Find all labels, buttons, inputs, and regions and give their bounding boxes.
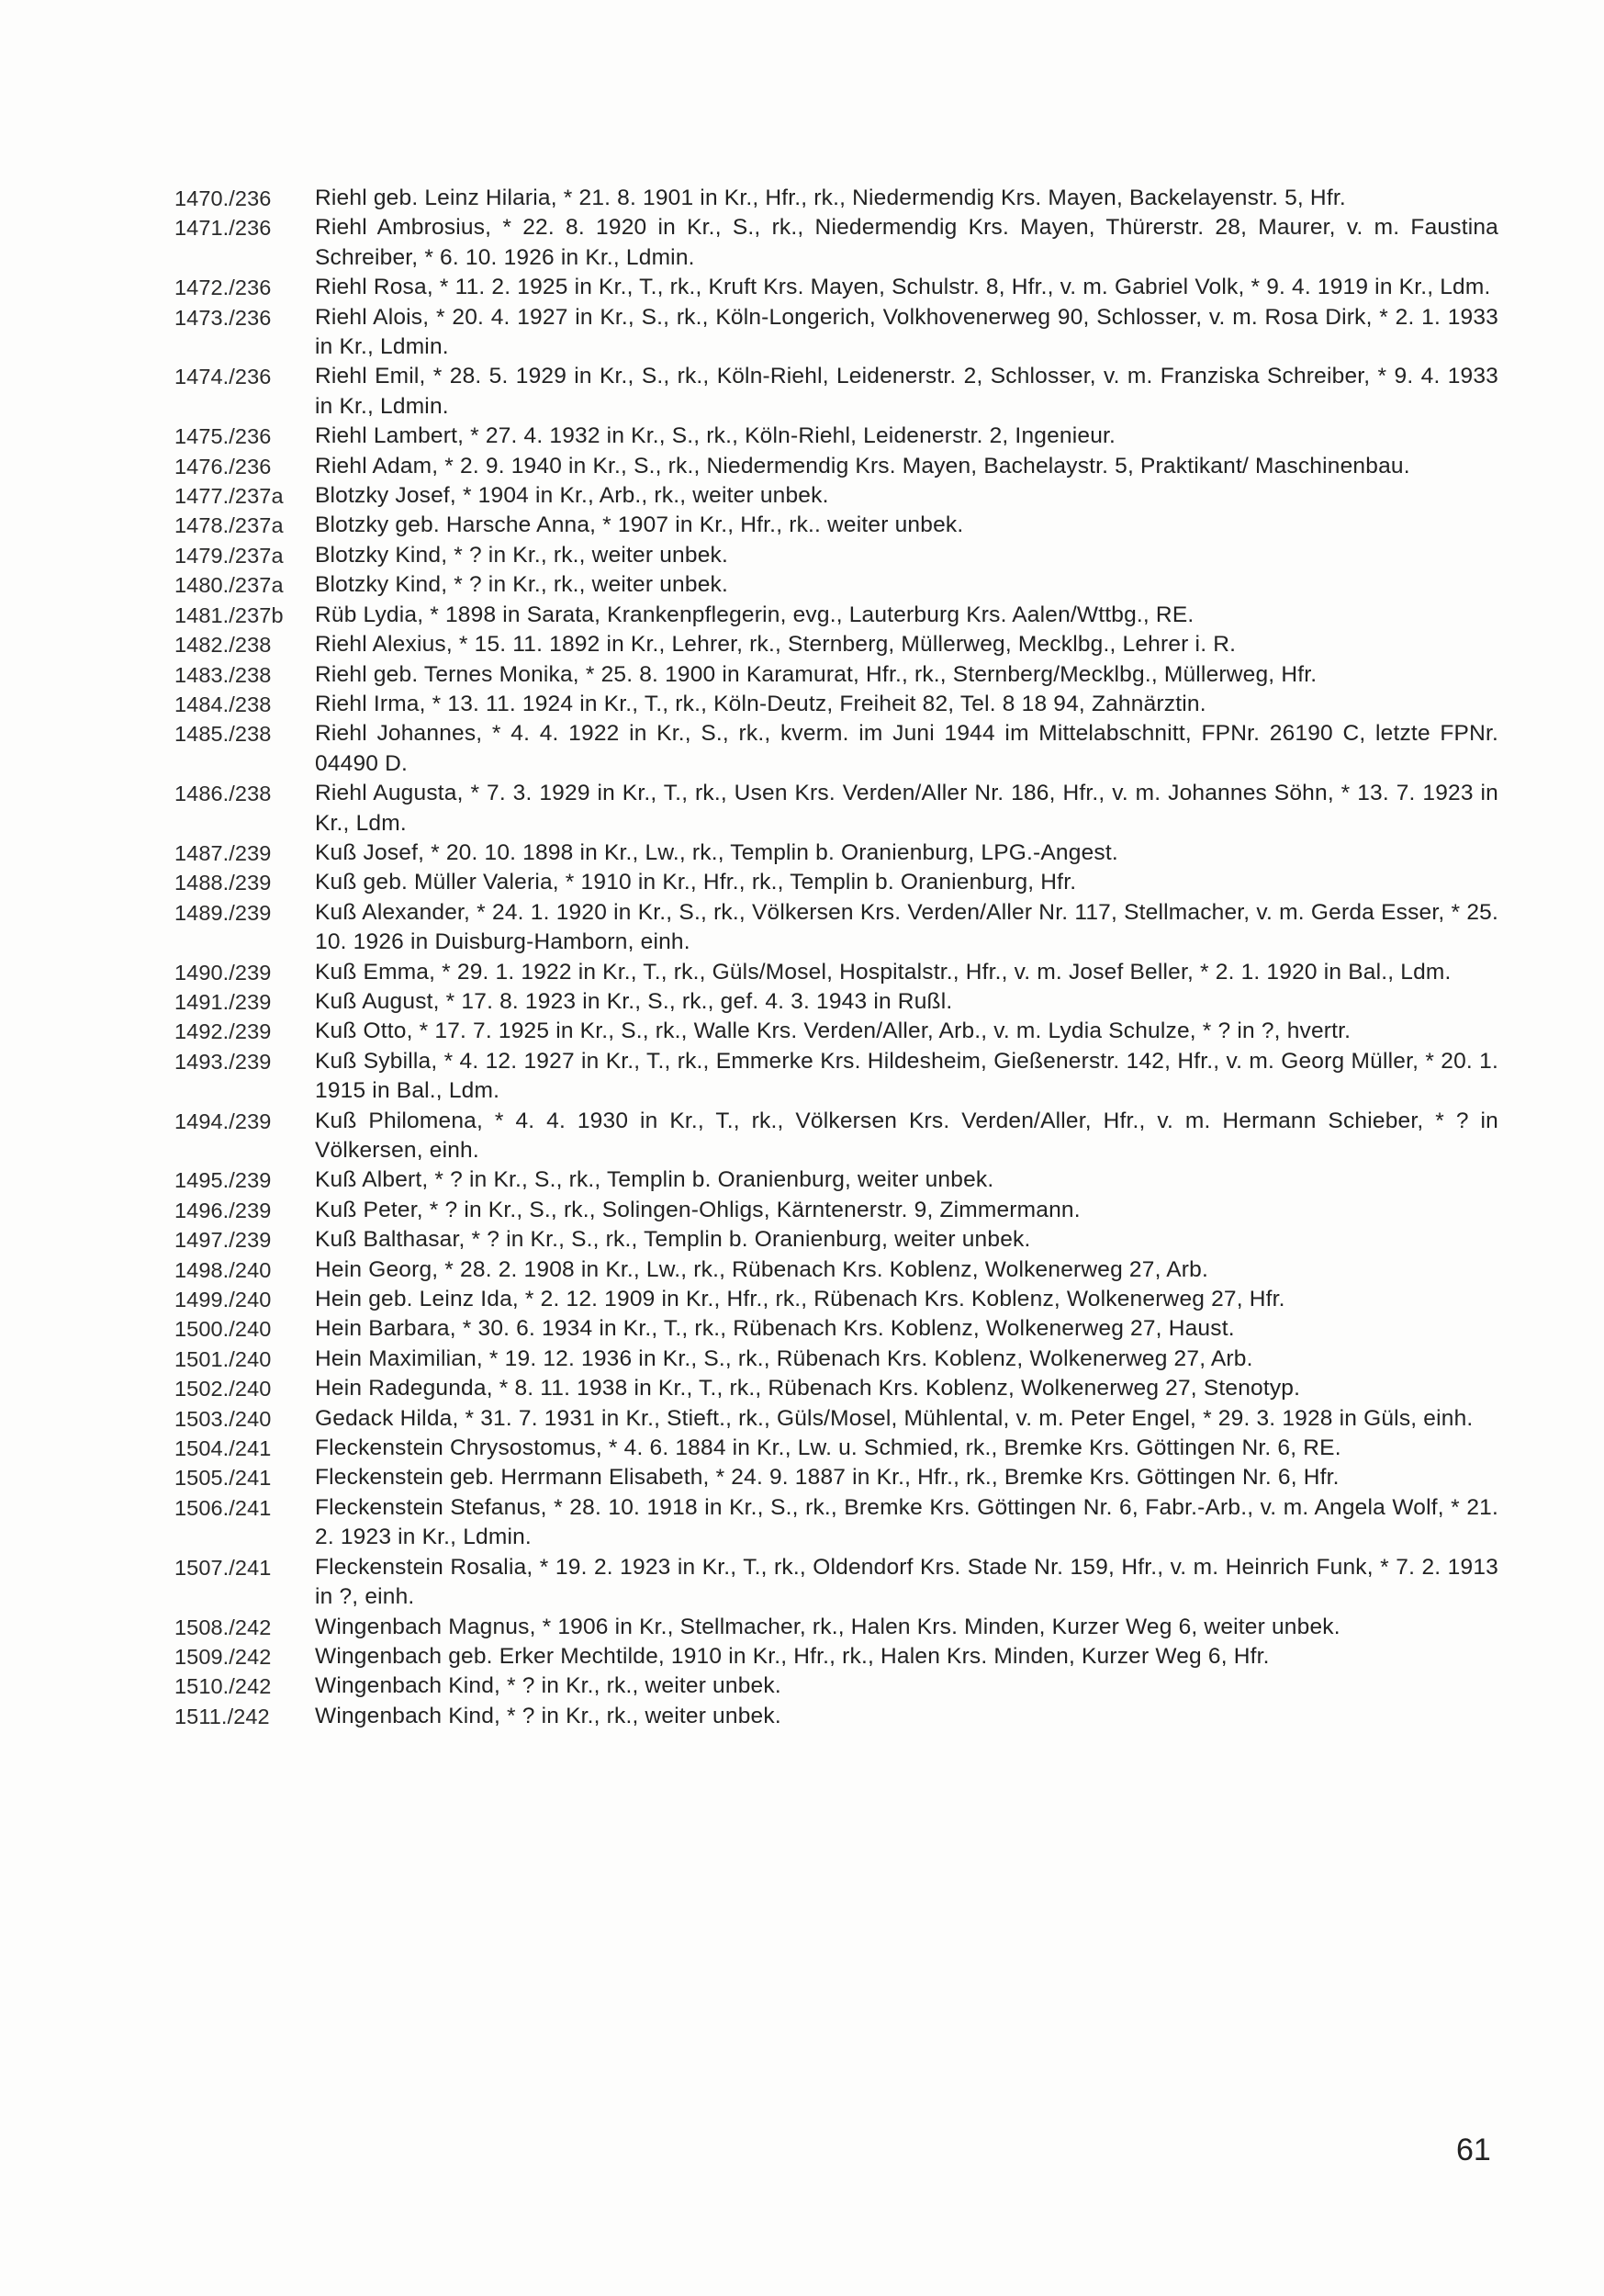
- entry-number: 1507./241: [174, 1555, 272, 1580]
- entry-text: Hein Georg, * 28. 2. 1908 in Kr., Lw., rk., Rübenach Krs. Koblenz, Wolkenerweg 27, Arb.: [315, 1256, 1208, 1282]
- register-entry: [174, 1404, 1498, 1434]
- register-entry: [174, 1196, 1498, 1225]
- entry-number: 1475./236: [174, 424, 272, 449]
- entry-number: 1471./236: [174, 216, 272, 241]
- entry-number: 1477./237a: [174, 484, 284, 509]
- entry-text: Kuß August, * 17. 8. 1923 in Kr., S., rk., gef. 4. 3. 1943 in Rußl.: [315, 988, 953, 1014]
- register-entry: [174, 1255, 1498, 1285]
- entry-number: 1499./240: [174, 1288, 272, 1312]
- entry-text: Kuß Otto, * 17. 7. 1925 in Kr., S., rk., Walle Krs. Verden/Aller, Arb., v. m. Lydia Schulze, * ? in ?, hvertr.: [315, 1019, 1352, 1044]
- entry-text: Wingenbach Kind, * ? in Kr., rk., weiter unbek.: [315, 1703, 781, 1728]
- entry-number: 1480./237a: [174, 573, 284, 598]
- register-entry: [174, 273, 1498, 302]
- entry-number: 1503./240: [174, 1406, 272, 1431]
- entry-number: 1505./241: [174, 1466, 272, 1491]
- entry-text: Wingenbach Kind, * ? in Kr., rk., weiter unbek.: [315, 1673, 781, 1699]
- entry-text: Blotzky geb. Harsche Anna, * 1907 in Kr., Hfr., rk.. weiter unbek.: [315, 512, 964, 538]
- entry-number: 1478./237a: [174, 513, 284, 538]
- register-entry: [174, 541, 1498, 570]
- register-entry: [174, 898, 1498, 958]
- entry-text: Kuß Josef, * 20. 10. 1898 in Kr., Lw., rk., Templin b. Oranienburg, LPG.-Angest.: [315, 839, 1118, 865]
- entry-number: 1474./236: [174, 365, 272, 389]
- register-entry: [174, 511, 1498, 540]
- register-entry: [174, 184, 1498, 213]
- entry-number: 1491./239: [174, 989, 272, 1014]
- entry-text: Blotzky Kind, * ? in Kr., rk., weiter unbek.: [315, 572, 728, 598]
- entry-number: 1481./237b: [174, 602, 284, 627]
- entry-text: Kuß Balthasar, * ? in Kr., S., rk., Templin b. Oranienburg, weiter unbek.: [315, 1227, 1031, 1253]
- entry-number: 1479./237a: [174, 543, 284, 568]
- entry-text: Fleckenstein Stefanus, * 28. 10. 1918 in Kr., S., rk., Bremke Krs. Göttingen Nr. 6, Fabr.-Arb., v. m. Angela Wolf, * 21. 2. 1923 in Kr., Ldmin.: [315, 1494, 1498, 1550]
- entry-number: 1502./240: [174, 1377, 272, 1401]
- entry-text: Gedack Hilda, * 31. 7. 1931 in Kr., Stieft., rk., Güls/Mosel, Mühlental, v. m. Peter Engel, * 29. 3. 1928 in Güls, einh.: [315, 1405, 1474, 1431]
- entry-number: 1506./241: [174, 1495, 272, 1520]
- entry-text: Fleckenstein geb. Herrmann Elisabeth, * 24. 9. 1887 in Kr., Hfr., rk., Bremke Krs. Göttingen Nr. 6, Hfr.: [315, 1465, 1340, 1491]
- register-entry: [174, 1671, 1498, 1701]
- register-entry: [174, 1702, 1498, 1731]
- entry-number: 1476./236: [174, 454, 272, 478]
- entry-number: 1496./239: [174, 1198, 272, 1222]
- entry-number: 1485./238: [174, 722, 272, 747]
- entry-number: 1497./239: [174, 1228, 272, 1253]
- entry-number: 1498./240: [174, 1257, 272, 1282]
- register-entry: [174, 868, 1498, 897]
- entry-text: Hein geb. Leinz Ida, * 2. 12. 1909 in Kr., Hfr., rk., Rübenach Krs. Koblenz, Wolkenerweg 27, Hfr.: [315, 1287, 1285, 1312]
- entry-text: Riehl Irma, * 13. 11. 1924 in Kr., T., rk., Köln-Deutz, Freiheit 82, Tel. 8 18 94, Zahnärztin.: [315, 691, 1206, 716]
- register-entry: [174, 630, 1498, 659]
- entry-text: Kuß Sybilla, * 4. 12. 1927 in Kr., T., rk., Emmerke Krs. Hildesheim, Gießenerstr. 142, Hfr., v. m. Georg Müller, * 20. 1. 1915 in Bal., Ldm.: [315, 1048, 1498, 1104]
- entry-number: 1493./239: [174, 1049, 272, 1074]
- entry-number: 1484./238: [174, 692, 272, 716]
- register-entry: [174, 570, 1498, 600]
- entry-number: 1486./238: [174, 782, 272, 806]
- register-entry: [174, 601, 1498, 630]
- entry-text: Rüb Lydia, * 1898 in Sarata, Krankenpflegerin, evg., Lauterburg Krs. Aalen/Wttbg., RE.: [315, 602, 1195, 627]
- entry-number: 1492./239: [174, 1019, 272, 1044]
- entry-text: Riehl Rosa, * 11. 2. 1925 in Kr., T., rk., Kruft Krs. Mayen, Schulstr. 8, Hfr., v. m. Gabriel Volk, * 9. 4. 1919 in Kr., Ldm.: [315, 275, 1491, 300]
- entry-number: 1483./238: [174, 662, 272, 687]
- entry-number: 1494./239: [174, 1109, 272, 1133]
- register-entry: [174, 303, 1498, 363]
- register-entry: [174, 690, 1498, 719]
- entry-number: 1487./239: [174, 840, 272, 865]
- register-entry: [174, 1047, 1498, 1107]
- register-entry: [174, 1345, 1498, 1374]
- entry-text: Kuß Alexander, * 24. 1. 1920 in Kr., S., rk., Völkersen Krs. Verden/Aller Nr. 117, Stellmacher, v. m. Gerda Esser, * 25. 10. 1926 in Duisburg-Hamborn, einh.: [315, 899, 1498, 955]
- entry-number: 1501./240: [174, 1346, 272, 1371]
- entry-text: Wingenbach Magnus, * 1906 in Kr., Stellmacher, rk., Halen Krs. Minden, Kurzer Weg 6, weiter unbek.: [315, 1614, 1340, 1639]
- entry-number: 1510./242: [174, 1674, 272, 1699]
- entry-number: 1490./239: [174, 960, 272, 985]
- entry-number: 1504./241: [174, 1436, 272, 1461]
- entry-text: Riehl Emil, * 28. 5. 1929 in Kr., S., rk., Köln-Riehl, Leidenerstr. 2, Schlosser, v. m. Franziska Schreiber, * 9. 4. 1933 in Kr., Ldmin.: [315, 364, 1498, 419]
- register-entry: [174, 838, 1498, 868]
- register-entry: [174, 452, 1498, 481]
- entry-text: Blotzky Josef, * 1904 in Kr., Arb., rk., weiter unbek.: [315, 483, 829, 509]
- register-entry: [174, 1285, 1498, 1314]
- entry-number: 1500./240: [174, 1317, 272, 1342]
- register-entry: [174, 779, 1498, 838]
- entry-text: Kuß Peter, * ? in Kr., S., rk., Solingen-Ohligs, Kärntenerstr. 9, Zimmermann.: [315, 1197, 1081, 1222]
- entry-text: Kuß Emma, * 29. 1. 1922 in Kr., T., rk., Güls/Mosel, Hospitalstr., Hfr., v. m. Josef Beller, * 2. 1. 1920 in Bal., Ldm.: [315, 959, 1452, 985]
- register-entry: [174, 958, 1498, 987]
- register-entry: [174, 719, 1498, 779]
- register-entry: [174, 1553, 1498, 1613]
- register-entry: [174, 1165, 1498, 1195]
- register-entry: [174, 1374, 1498, 1403]
- register-entry: [174, 362, 1498, 422]
- register-entry: [174, 213, 1498, 273]
- entry-number: 1470./236: [174, 186, 272, 210]
- entry-number: 1488./239: [174, 871, 272, 895]
- register-entry: [174, 1463, 1498, 1492]
- entry-text: Riehl Johannes, * 4. 4. 1922 in Kr., S., rk., kverm. im Juni 1944 im Mittelabschnitt, FPNr. 26190 C, letzte FPNr. 04490 D.: [315, 721, 1498, 776]
- entry-text: Riehl geb. Leinz Hilaria, * 21. 8. 1901 in Kr., Hfr., rk., Niedermendig Krs. Mayen, Backelayenstr. 5, Hfr.: [315, 186, 1346, 210]
- entry-text: Riehl Adam, * 2. 9. 1940 in Kr., S., rk., Niedermendig Krs. Mayen, Bachelaystr. 5, Praktikant/ Maschinenbau.: [315, 453, 1410, 478]
- entry-number: 1472./236: [174, 276, 272, 300]
- entry-number: 1509./242: [174, 1644, 272, 1669]
- register-entry: [174, 1314, 1498, 1344]
- register-entry: [174, 1493, 1498, 1553]
- register-entry: [174, 660, 1498, 690]
- entry-text: Wingenbach geb. Erker Mechtilde, 1910 in Kr., Hfr., rk., Halen Krs. Minden, Kurzer Weg 6, Hfr.: [315, 1643, 1270, 1669]
- entry-text: Riehl geb. Ternes Monika, * 25. 8. 1900 in Karamurat, Hfr., rk., Sternberg/Mecklbg., Müllerweg, Hfr.: [315, 661, 1318, 687]
- register-list: [174, 184, 1498, 1731]
- register-entry: [174, 1107, 1498, 1166]
- entry-text: Fleckenstein Rosalia, * 19. 2. 1923 in Kr., T., rk., Oldendorf Krs. Stade Nr. 159, Hfr., v. m. Heinrich Funk, * 7. 2. 1913 in ?, einh.: [315, 1554, 1498, 1610]
- register-entry: [174, 1434, 1498, 1463]
- page-number: 61: [1456, 2133, 1491, 2167]
- entry-text: Riehl Alois, * 20. 4. 1927 in Kr., S., rk., Köln-Longerich, Volkhovenerweg 90, Schlosser, v. m. Rosa Dirk, * 2. 1. 1933 in Kr., Ldmin.: [315, 304, 1498, 360]
- entry-text: Riehl Alexius, * 15. 11. 1892 in Kr., Lehrer, rk., Sternberg, Müllerweg, Mecklbg., Lehrer i. R.: [315, 632, 1237, 658]
- register-entry: [174, 987, 1498, 1017]
- register-entry: [174, 1225, 1498, 1255]
- entry-text: Riehl Lambert, * 27. 4. 1932 in Kr., S., rk., Köln-Riehl, Leidenerstr. 2, Ingenieur.: [315, 423, 1116, 449]
- entry-number: 1508./242: [174, 1615, 272, 1639]
- entry-number: 1495./239: [174, 1168, 272, 1193]
- entry-text: Hein Barbara, * 30. 6. 1934 in Kr., T., rk., Rübenach Krs. Koblenz, Wolkenerweg 27, Haust.: [315, 1316, 1235, 1342]
- register-entry: [174, 1017, 1498, 1046]
- entry-text: Kuß geb. Müller Valeria, * 1910 in Kr., Hfr., rk., Templin b. Oranienburg, Hfr.: [315, 870, 1077, 895]
- entry-text: Blotzky Kind, * ? in Kr., rk., weiter unbek.: [315, 542, 728, 568]
- register-entry: [174, 1642, 1498, 1671]
- entry-text: Kuß Albert, * ? in Kr., S., rk., Templin b. Oranienburg, weiter unbek.: [315, 1167, 994, 1193]
- entry-text: Fleckenstein Chrysostomus, * 4. 6. 1884 in Kr., Lw. u. Schmied, rk., Bremke Krs. Göttingen Nr. 6, RE.: [315, 1435, 1341, 1461]
- entry-number: 1511./242: [174, 1704, 270, 1728]
- register-entry: [174, 481, 1498, 511]
- register-entry: [174, 422, 1498, 451]
- entry-text: Riehl Ambrosius, * 22. 8. 1920 in Kr., S., rk., Niedermendig Krs. Mayen, Thürerstr. 28, Maurer, v. m. Faustina Schreiber, * 6. 10. 1926 in Kr., Ldmin.: [315, 215, 1498, 270]
- entry-text: Kuß Philomena, * 4. 4. 1930 in Kr., T., rk., Völkersen Krs. Verden/Aller, Hfr., v. m. Hermann Schieber, * ? in Völkersen, einh.: [315, 1108, 1498, 1163]
- entry-text: Riehl Augusta, * 7. 3. 1929 in Kr., T., rk., Usen Krs. Verden/Aller Nr. 186, Hfr., v. m. Johannes Söhn, * 13. 7. 1923 in Kr., Ldm.: [315, 781, 1498, 836]
- entry-number: 1489./239: [174, 900, 272, 925]
- entry-number: 1473./236: [174, 305, 272, 330]
- entry-text: Hein Maximilian, * 19. 12. 1936 in Kr., S., rk., Rübenach Krs. Koblenz, Wolkenerweg 27, Arb.: [315, 1345, 1253, 1371]
- entry-number: 1482./238: [174, 633, 272, 658]
- entry-text: Hein Radegunda, * 8. 11. 1938 in Kr., T., rk., Rübenach Krs. Koblenz, Wolkenerweg 27, Stenotyp.: [315, 1376, 1301, 1401]
- register-entry: [174, 1613, 1498, 1642]
